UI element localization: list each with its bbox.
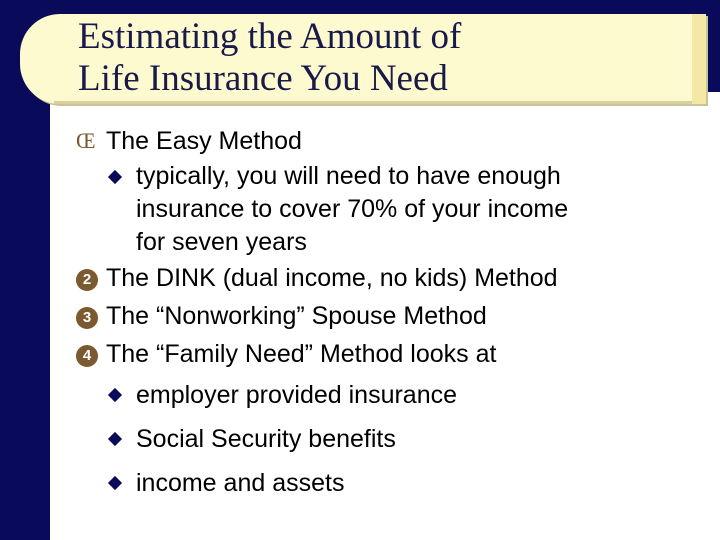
bullet-marker-4-icon: 4 bbox=[76, 345, 98, 367]
bullet-family-method bbox=[76, 335, 706, 373]
title-banner bbox=[20, 14, 706, 104]
sub-bullet-income-assets bbox=[76, 461, 706, 505]
bullet-nonworking-method bbox=[76, 297, 706, 335]
bullet-family-label: The “Family Need” Method looks at bbox=[106, 340, 497, 368]
sub-bullet-easy-detail bbox=[76, 160, 706, 259]
easy-detail-line-1: typically, you will need to have enough bbox=[136, 162, 561, 190]
bullet-dink-label: The DINK (dual income, no kids) Method bbox=[106, 264, 558, 292]
bullet-marker-1-icon: Œ bbox=[76, 128, 96, 153]
sub-bullet-label: Social Security benefits bbox=[136, 425, 396, 453]
sub-bullet-label: employer provided insurance bbox=[136, 381, 458, 409]
title-underline bbox=[54, 101, 692, 104]
bullet-marker-2-icon: 2 bbox=[76, 269, 98, 291]
diamond-bullet-icon bbox=[108, 432, 122, 446]
bullet-dink-method bbox=[76, 259, 706, 297]
bullet-easy-method bbox=[76, 122, 706, 160]
easy-detail-line-2: insurance to cover 70% of your income bbox=[136, 195, 569, 223]
bullet-marker-3-icon: 3 bbox=[76, 307, 98, 329]
bullet-easy-label: The Easy Method bbox=[106, 127, 302, 155]
title-line-1: Estimating the Amount of bbox=[78, 16, 462, 57]
sub-bullet-employer-insurance bbox=[76, 373, 706, 417]
bullet-nonworking-label: The “Nonworking” Spouse Method bbox=[106, 302, 487, 330]
slide-title bbox=[78, 16, 698, 100]
diamond-bullet-icon bbox=[108, 476, 122, 490]
sub-bullet-social-security bbox=[76, 417, 706, 461]
diamond-bullet-icon bbox=[108, 170, 122, 184]
slide-body bbox=[76, 122, 706, 505]
sub-bullet-label: income and assets bbox=[136, 469, 345, 497]
easy-detail-line-3: for seven years bbox=[136, 228, 307, 256]
title-line-2: Life Insurance You Need bbox=[78, 58, 448, 99]
diamond-bullet-icon bbox=[108, 388, 122, 402]
